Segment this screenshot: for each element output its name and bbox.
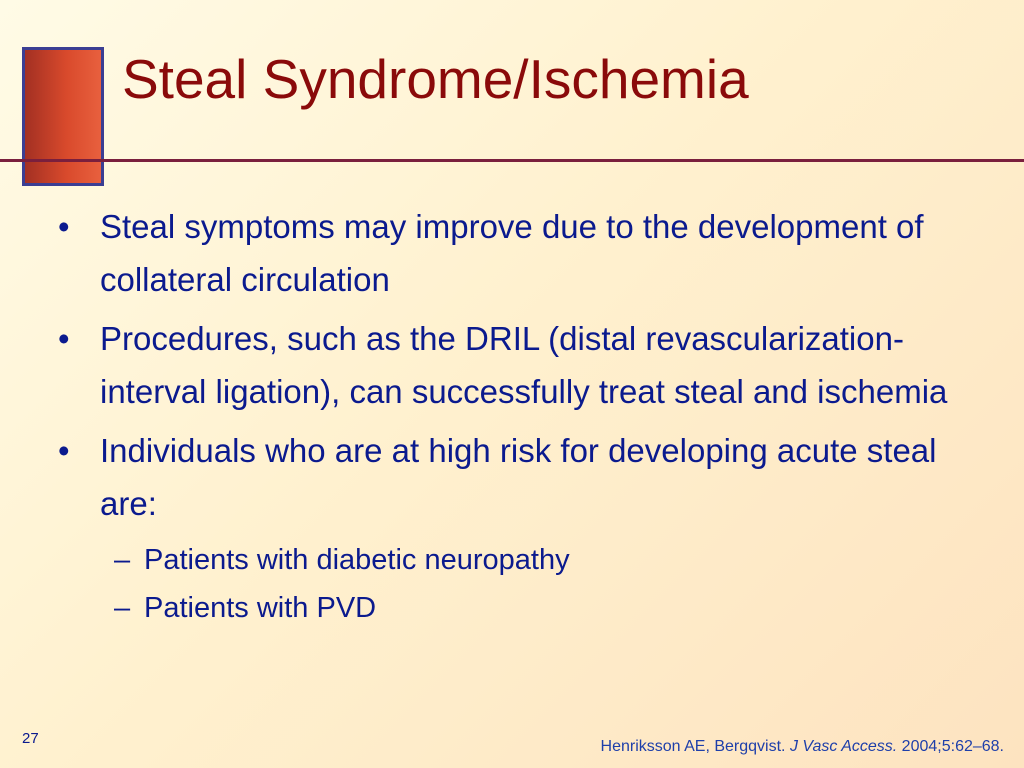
citation-journal: J Vasc Access. bbox=[789, 738, 898, 755]
sub-bullet-item bbox=[58, 536, 978, 584]
bullet-text: Procedures, such as the DRIL (distal revascularization-interval ligation), can successfully treat steal and ischemia bbox=[100, 320, 948, 410]
title-rule bbox=[0, 159, 1024, 162]
bullet-marker: • bbox=[58, 432, 70, 469]
citation-details: 2004;5:62–68. bbox=[897, 738, 1004, 755]
sub-bullet-item bbox=[58, 584, 978, 632]
citation bbox=[601, 738, 1004, 756]
sub-bullet-marker: – bbox=[114, 544, 131, 576]
slide-number: 27 bbox=[22, 730, 39, 747]
slide-title: Steal Syndrome/Ischemia bbox=[122, 48, 749, 110]
citation-authors: Henriksson AE, Bergqvist. bbox=[600, 738, 790, 755]
bullet-item bbox=[58, 424, 978, 530]
bullet-item bbox=[58, 312, 978, 418]
bullet-text: Steal symptoms may improve due to the development of collateral circulation bbox=[100, 208, 924, 298]
slide-content bbox=[58, 200, 978, 632]
bullet-marker: • bbox=[58, 208, 70, 245]
sub-bullet-text: Patients with PVD bbox=[144, 592, 377, 624]
sub-bullet-text: Patients with diabetic neuropathy bbox=[144, 544, 570, 576]
bullet-item bbox=[58, 200, 978, 306]
bullet-text: Individuals who are at high risk for developing acute steal are: bbox=[100, 432, 937, 522]
sub-bullet-marker: – bbox=[114, 592, 131, 624]
bullet-marker: • bbox=[58, 320, 70, 357]
title-accent-box bbox=[22, 47, 104, 186]
